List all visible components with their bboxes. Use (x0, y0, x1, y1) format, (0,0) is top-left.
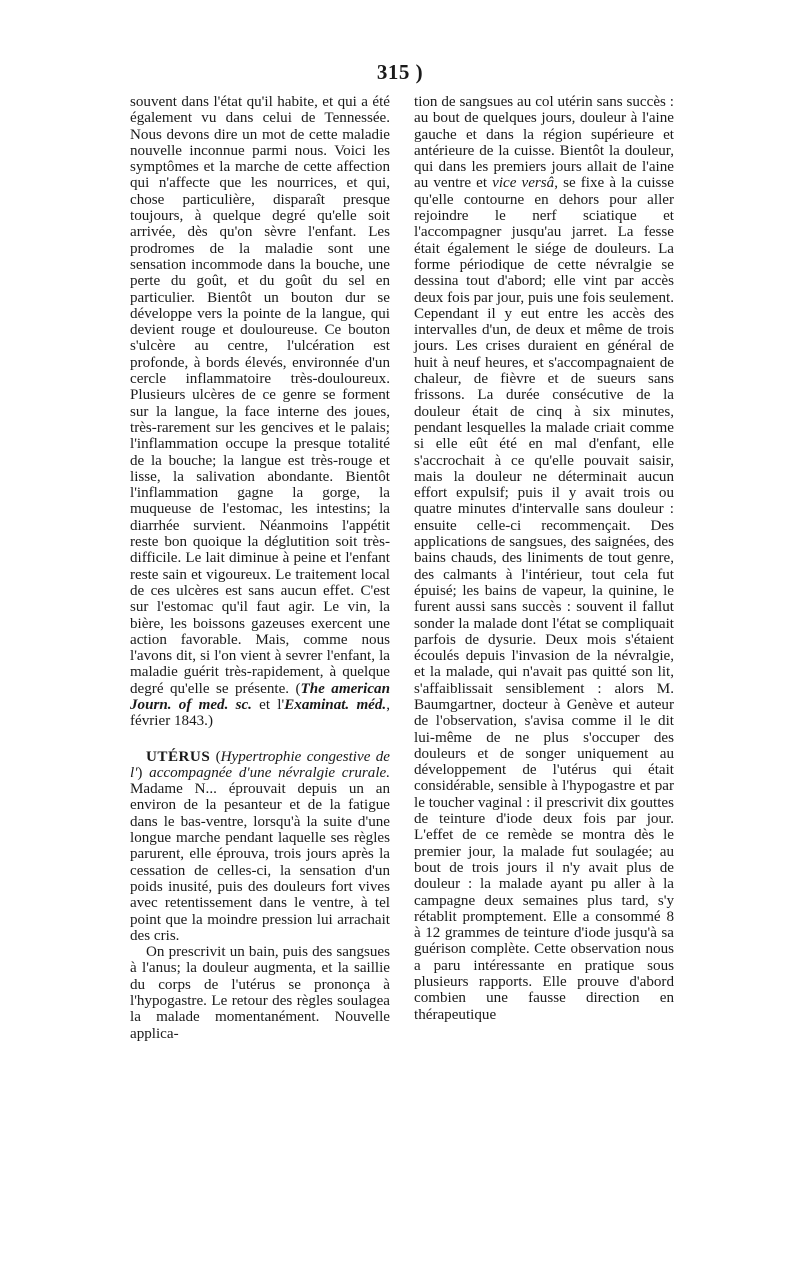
entry-title: Hypertrophie congestive de l' (130, 748, 390, 781)
paragraph-text: souvent dans l'état qu'il habite, et qui a été également vu dans celui de Tennessée. Nous devons dire un mot de cette maladie nouvelle inconnue parmi nous. Voici les symptômes et la marche de cette affection qui n'affecte que les nourrices, et qui, chose particulière, disparaît presque toujours, à quelque degré qu'elle soit arrivée, dès qu'on sèvre l'enfant. Les prodromes de la maladie sont une sensation incommode dans la bouche, une perte du goût, et du goût du sel en particulier. Bientôt un bouton dur se développe vers la pointe de la langue, qui devient rouge et douloureuse. Ce bouton s'ulcère au centre, l'ulcération est profonde, à bords élevés, environnée d'un cercle inflammatoire très-douloureux. Plusieurs ulcères de ce genre se forment sur la langue, la face interne des joues, très-rarement sur les gencives et le palais; l'inflammation occupe la presque totalité de la bouche; la langue est très-rouge et lisse, la salivation abondante. Bientôt l'inflammation gagne la gorge, la muqueuse de l'estomac, les intestins; la diarrhée survient. Néanmoins l'appétit reste bon quoique la déglutition soit très-difficile. Le lait diminue à peine et l'enfant reste sain et vigoureux. Le traitement local de ces ulcères est sans aucun effet. C'est sur l'estomac qu'il faut agir. Le vin, la bière, les boissons gazeuses exercent une action favorable. Mais, comme nous l'avons dit, si l'on vient à sevrer l'enfant, la maladie guérit très-rapidement, à quelque degré qu'elle se présente. (130, 94, 390, 697)
paragraph-text-b: , se fixe à la cuisse qu'elle contourne en dehors pour aller rejoindre le nerf sciatique et l'accompagner jusqu'au jarret. La fesse était également le siége de douleurs. La forme périodique de cette névralgie se dessina tout d'abord; elle vint par accès deux fois par jour, puis une fois seulement. Cependant il y eut entre les accès des intervalles d'un, de deux et même de trois jours. Les crises duraient en général de huit à neuf heures, et s'accompagnaient de chaleur, de fièvre et de sueurs sans frissons. La durée consécutive de la douleur était de cinq à six minutes, pendant lesquelles la malade criait comme si elle eût été en mal d'enfant, elle s'accrochait à ce qu'elle pouvait saisir, mais la douleur ne déterminait aucun effort expulsif; puis il y avait trois ou quatre minutes d'intervalle sans douleur : ensuite celle-ci recommençait. Des applications de sangsues, des saignées, des bains chauds, des liniments de tout genre, des calmants à l'intérieur, tout cela fut épuisé; les bains de vapeur, la quinine, le furent aussi sans succès : souvent il fallut sonder la malade dont l'état se compliquait parfois de dysurie. Deux mois s'étaient écoulés depuis l'invasion de la névralgie, et la malade, qui n'avait pas quitté son lit, s'affaiblissait sensiblement : alors M. Baumgartner, docteur à Genève et auteur de l'observation, s'avisa comme il le dit lui-même de ne plus s'occuper des douleurs et de songer uniquement au développement de l'utérus qui était considérable, sensible à l'hypogastre et par le toucher vaginal : il prescrivit dix gouttes de teinture d'iode deux fois par jour. L'effet de ce remède se montra dès le premier jour, la malade fut soulagée; au bout de trois jours il n'y avait plus de douleur : la malade ayant pu aller à la campagne deux semaines plus tard, s'y rétablit promptement. Elle a consommé 8 à 12 grammes de teinture d'iode jusqu'à sa guérison complète. Cette observation nous a paru intéressante en pratique sous plusieurs rapports. Elle prouve d'abord combien une fausse direction en thérapeutique (414, 175, 674, 1023)
citation-open: ( (295, 680, 301, 697)
citation-mid: et l' (251, 696, 285, 713)
paragraph-nursing-disease (130, 94, 390, 730)
paragraph-text-a: tion de sangsues au col utérin sans succès : au bout de quelques jours, douleur à l'aine gauche et dans la région supérieure et antérieure de la cuisse. Bientôt la douleur, qui dans les premiers jours allait de l'aine au ventre et (414, 94, 674, 192)
entry-uterus (130, 749, 390, 945)
vice-versa-phrase: vice versâ (492, 175, 555, 192)
entry-body: Madame N... éprouvait depuis un an environ de la pesanteur et de la fatigue dans le bas-ventre, lorsqu'à la suite d'une longue marche pendant laquelle ses règles parurent, elle éprouva, trois jours après la cessation de celles-ci, la sensation d'un poids inusité, puis des douleurs fort vives avec retentissement dans le ventre, à tel point que la moindre pression lui arrachait des cris. (130, 781, 390, 944)
right-column (414, 94, 674, 1023)
paragraph-treatment: On prescrivit un bain, puis des sangsues à l'anus; la douleur augmenta, et la saillie du corps de l'utérus se prononça à l'hypogastre. Le retour des règles soulagea la malade momentanément. Nouvelle applica- (130, 944, 390, 1042)
citation-journal-2: Examinat. méd. (284, 696, 387, 713)
left-column (130, 94, 390, 1042)
entry-paren-close: ) (137, 764, 150, 781)
entry-paren-open: ( (210, 748, 221, 765)
citation-close: , février 1843.) (130, 696, 390, 730)
entry-title-2: accompagnée d'une névralgie crurale. (149, 764, 390, 781)
citation-journal: The american Journ. of med. sc. (130, 680, 390, 713)
entry-heading: UTÉRUS (146, 748, 211, 765)
page-number: 315 ) (376, 60, 424, 84)
paragraph-continuation (414, 94, 674, 1023)
